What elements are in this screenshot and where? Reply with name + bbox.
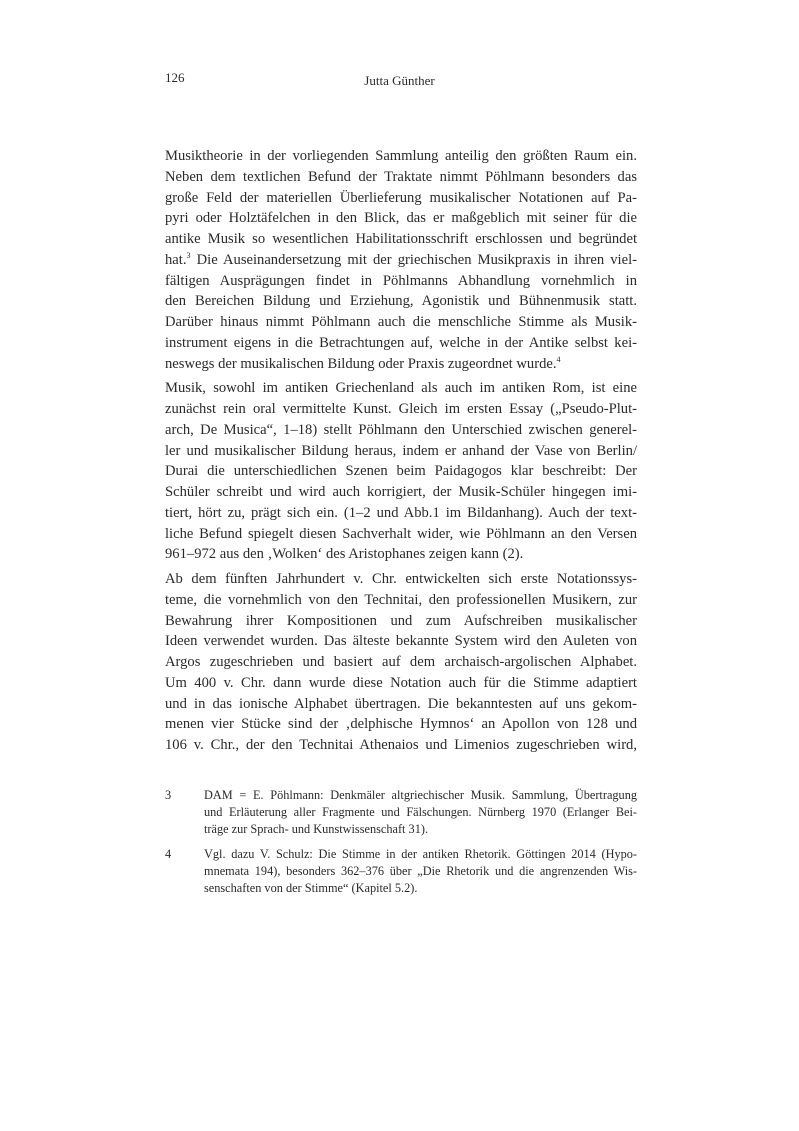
text-line (165, 503, 637, 524)
text-line (204, 846, 637, 863)
line-text: liche Befund spiegelt diesen Sachverhalt wider, wie Pöhlmann an den Versen (165, 525, 637, 542)
footnote (165, 787, 637, 839)
footnote-number: 3 (165, 788, 172, 802)
text-line (165, 229, 637, 250)
text-line (165, 569, 637, 590)
text-line (165, 291, 637, 312)
line-text: 961–972 aus den ‚Wolken‘ des Aristophanes zeigen kann (2). (165, 546, 524, 563)
text-line (165, 271, 637, 292)
text-line (165, 544, 637, 565)
line-text: senschaften von der Stimme“ (Kapitel 5.2). (204, 880, 418, 895)
text-line (204, 804, 637, 821)
line-text: Schüler schreibt und wird auch korrigiert, der Musik-Schüler hingegen imi- (165, 484, 637, 500)
line-text: DAM = E. Pöhlmann: Denkmäler altgriechischer Musik. Sammlung, Übertragung (204, 788, 637, 802)
text-line (165, 524, 637, 545)
text-line (165, 354, 637, 375)
footnote (165, 846, 637, 898)
line-text: Bewahrung ihrer Kompositionen und zum Aufschreiben musikalischer (165, 612, 637, 629)
line-text: antike Musik so wesentlichen Habilitationsschrift erschlossen und begründet (165, 231, 637, 247)
line-text: zunächst rein oral vermittelte Kunst. Gleich im ersten Essay („Pseudo-Plut- (165, 401, 637, 417)
line-text: tiert, hört zu, prägt sich ein. (1–2 und Abb.1 im Bildanhang). Auch der text- (165, 504, 637, 521)
line-text: Ideen verwendet wurden. Das älteste bekannte System wird den Auleten von (165, 633, 637, 650)
text-line (165, 461, 637, 482)
footnotes (165, 787, 637, 904)
line-text: Neben dem textlichen Befund der Traktate nimmt Pöhlmann besonders das (165, 168, 637, 185)
line-text: menen vier Stücke sind der ‚delphische Hymnos‘ an Apollon von 128 und (165, 716, 637, 733)
running-head: Jutta Günther (364, 73, 435, 88)
text-line (165, 333, 637, 354)
line-text: Argos zugeschrieben und basiert auf dem archaisch-argolischen Alphabet. (165, 654, 637, 670)
line-text: neswegs der musikalischen Bildung oder Praxis zugeordnet wurde. (165, 355, 557, 372)
text-line (165, 167, 637, 188)
line-text: träge zur Sprach- und Kunstwissenschaft 31). (204, 822, 429, 837)
line-text: teme, die vornehmlich von den Technitai, den professionellen Musikern, zur (165, 591, 637, 608)
line-text: Die Auseinandersetzung mit der griechischen Musikpraxis in ihren viel- (190, 251, 637, 268)
line-text: arch, De Musica“, 1–18) stellt Pöhlmann den Unterschied zwischen generel- (165, 421, 637, 438)
line-text: und in das ionische Alphabet übertragen. Die bekanntesten auf uns gekom- (165, 695, 637, 712)
paragraph (165, 146, 637, 374)
text-line (165, 420, 637, 441)
text-line (165, 652, 637, 673)
line-text: den Bereichen Bildung und Erziehung, Agonistik und Bühnenmusik statt. (165, 293, 637, 310)
text-line (165, 250, 637, 271)
text-line (204, 821, 637, 838)
text-line (165, 378, 637, 399)
text-line (165, 735, 637, 756)
paragraph (165, 569, 637, 756)
line-text: Musiktheorie in der vorliegenden Sammlung anteilig den größten Raum ein. (165, 148, 637, 164)
line-text: Musik, sowohl im antiken Griechenland als auch im antiken Rom, ist eine (165, 380, 637, 397)
text-line (204, 787, 637, 804)
page-number: 126 (165, 70, 185, 85)
text-line (165, 441, 637, 462)
text-line (165, 482, 637, 503)
line-text: ler und musikalischer Bildung heraus, indem er anhand der Vase von Berlin/ (165, 442, 637, 459)
line-text: instrument eigens in die Betrachtungen auf, welche in der Antike selbst kei- (165, 334, 637, 351)
text-line (204, 863, 637, 880)
text-line (165, 399, 637, 420)
line-text: Darüber hinaus nimmt Pöhlmann auch die menschliche Stimme als Musik- (165, 314, 637, 330)
line-text: mnemata 194), besonders 362–376 über „Die Rhetorik und die angrenzenden Wis- (204, 863, 637, 878)
line-text: Vgl. dazu V. Schulz: Die Stimme in der antiken Rhetorik. Göttingen 2014 (Hypo- (204, 846, 637, 861)
line-text: pyri oder Holztäfelchen in den Blick, das er maßgeblich mit seiner für die (165, 210, 637, 227)
text-line (165, 694, 637, 715)
footnote-marker: 3 (186, 250, 191, 260)
line-text: 106 v. Chr., der den Technitai Athenaios und Limenios zugeschrieben wird, (165, 737, 637, 753)
text-line (165, 312, 637, 333)
body-text (165, 146, 637, 760)
footnote-marker: 4 (556, 354, 561, 364)
line-text: Durai die unterschiedlichen Szenen beim Paidagogos klar beschreibt: Der (165, 463, 637, 480)
text-line (165, 146, 637, 167)
text-line (165, 208, 637, 229)
line-text: und Erläuterung aller Fragmente und Fälschungen. Nürnberg 1970 (Erlanger Bei- (204, 805, 637, 820)
text-line (165, 631, 637, 652)
line-text: Um 400 v. Chr. dann wurde diese Notation auch für die Stimme adaptiert (165, 674, 637, 691)
text-line (204, 880, 637, 897)
line-text: hat. (165, 251, 187, 268)
footnote-number: 4 (165, 846, 172, 861)
paragraph (165, 378, 637, 565)
text-line (165, 611, 637, 632)
text-line (165, 673, 637, 694)
line-text: fältigen Ausprägungen findet in Pöhlmanns Abhandlung vornehmlich in (165, 272, 637, 289)
text-line (165, 714, 637, 735)
text-line (165, 188, 637, 209)
line-text: Ab dem fünften Jahrhundert v. Chr. entwickelten sich erste Notationssys- (165, 571, 637, 587)
text-line (165, 590, 637, 611)
line-text: große Feld der materiellen Überlieferung musikalischer Notationen auf Pa- (165, 189, 637, 206)
